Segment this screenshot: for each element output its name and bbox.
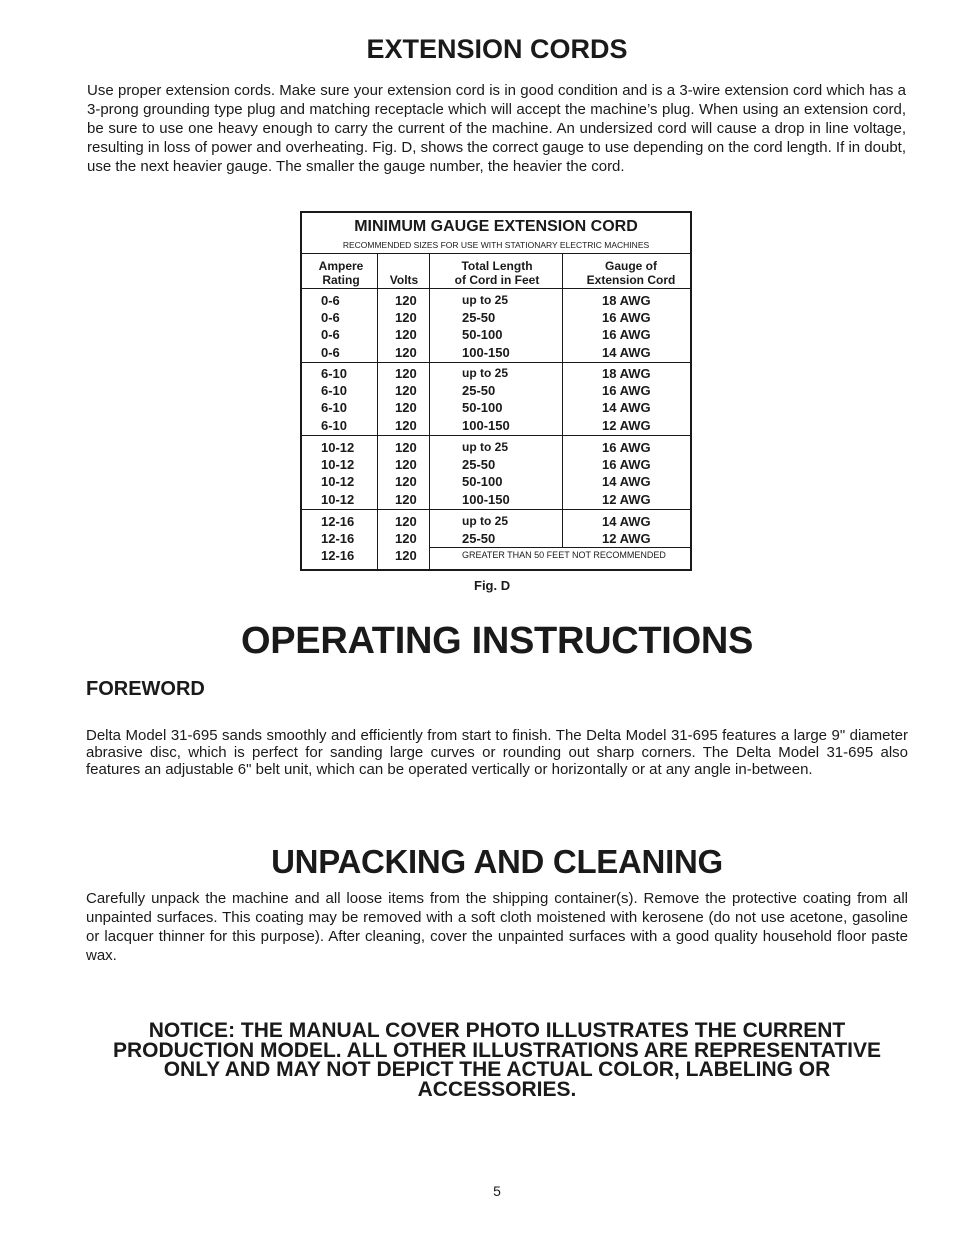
section-heading-unpacking: UNPACKING AND CLEANING xyxy=(271,843,723,880)
table-cell: 0-6 xyxy=(321,327,340,343)
table-cell: 12 AWG xyxy=(602,491,651,507)
group-length xyxy=(462,439,510,508)
notice-line: ONLY AND MAY NOT DEPICT THE ACTUAL COLOR, LABELING OR xyxy=(163,1058,831,1081)
table-cell: 120 xyxy=(395,310,417,326)
table-cell: 120 xyxy=(395,417,417,433)
table-col-divider xyxy=(562,253,563,547)
table-cell: 100-150 xyxy=(462,417,510,433)
table-cell: 14 AWG xyxy=(602,400,651,416)
table-cell: 6-10 xyxy=(321,417,348,433)
table-cell: 0-6 xyxy=(321,293,340,308)
notice-line: ACCESSORIES. xyxy=(417,1077,577,1101)
header-gauge-line1: Gauge of xyxy=(604,259,657,273)
table-cell: 120 xyxy=(395,514,417,529)
group-ampere xyxy=(321,439,354,508)
table-cell: 120 xyxy=(395,531,417,547)
table-cell: 120 xyxy=(395,457,417,473)
header-ampere-line1: Ampere xyxy=(318,259,364,273)
notice-block xyxy=(0,1021,954,1099)
table-cell: 12 AWG xyxy=(602,531,651,547)
table-cell: 16 AWG xyxy=(602,310,651,326)
table-cell: 120 xyxy=(395,366,417,381)
group-length xyxy=(462,365,510,434)
table-cell: up to 25 xyxy=(462,366,509,380)
table-cell: up to 25 xyxy=(462,514,509,528)
header-length-line2: of Cord in Feet xyxy=(454,273,540,287)
table-cell: 25-50 xyxy=(462,383,496,399)
foreword-heading: FOREWORD xyxy=(86,678,205,700)
header-gauge-line2: Extension Cord xyxy=(586,273,676,287)
header-length-line1: Total Length xyxy=(461,259,533,273)
table-cell: 120 xyxy=(395,327,417,343)
table-cell: 25-50 xyxy=(462,531,496,547)
table-cell: 50-100 xyxy=(462,327,503,343)
table-cell: 18 AWG xyxy=(602,366,651,381)
table-cell: 12-16 xyxy=(321,531,355,547)
gauge-table xyxy=(300,211,692,571)
table-title: MINIMUM GAUGE EXTENSION CORD xyxy=(354,218,638,235)
header-length xyxy=(430,259,564,287)
table-cell: 100-150 xyxy=(462,344,510,360)
not-recommended-note: GREATER THAN 50 FEET NOT RECOMMENDED xyxy=(462,550,666,560)
table-cell: 50-100 xyxy=(462,474,503,490)
group-gauge xyxy=(602,513,651,547)
table-cell: 120 xyxy=(395,383,417,399)
table-cell: 10-12 xyxy=(321,440,355,455)
table-cell: 16 AWG xyxy=(602,383,651,399)
group-ampere xyxy=(321,513,354,565)
table-cell: 14 AWG xyxy=(602,474,651,490)
table-subtitle: RECOMMENDED SIZES FOR USE WITH STATIONARY ELECTRIC MACHINES xyxy=(342,240,650,250)
table-cell: 10-12 xyxy=(321,474,355,490)
group-volts xyxy=(395,292,417,361)
unpacking-paragraph: Carefully unpack the machine and all loose items from the shipping container(s). Remove the protective coating from all unpainted surfaces. This coating may be removed with a soft cloth moistened with kerosene (do not use acetone, gasoline or lacquer thinner for this purpose). After cleaning, cover the unpainted surfaces with a good quality household floor paste wax. xyxy=(86,890,908,964)
group-gauge xyxy=(602,292,651,361)
table-cell: 16 AWG xyxy=(602,457,651,473)
notice-line: PRODUCTION MODEL. ALL OTHER ILLUSTRATIONS ARE REPRESENTATIVE xyxy=(112,1038,882,1062)
table-cell: 120 xyxy=(395,440,417,455)
group-volts xyxy=(395,513,417,565)
table-cell: 0-6 xyxy=(321,344,340,360)
section-heading-operating-instructions: OPERATING INSTRUCTIONS xyxy=(240,620,754,662)
group-ampere xyxy=(321,365,347,434)
group-volts xyxy=(395,439,417,508)
table-cell: 14 AWG xyxy=(602,514,651,529)
table-cell: 120 xyxy=(395,293,417,308)
section-heading-extension-cords: EXTENSION CORDS xyxy=(366,34,628,64)
group-gauge xyxy=(602,365,651,434)
table-cell: 100-150 xyxy=(462,491,510,507)
header-volts: Volts xyxy=(389,273,419,287)
table-cell: 12 AWG xyxy=(602,417,651,433)
figure-caption: Fig. D xyxy=(474,578,511,593)
table-divider xyxy=(302,253,690,254)
table-cell: 6-10 xyxy=(321,400,348,416)
table-cell: 25-50 xyxy=(462,310,496,326)
table-cell: 25-50 xyxy=(462,457,496,473)
header-gauge xyxy=(564,259,698,287)
table-cell: 0-6 xyxy=(321,310,340,326)
table-cell: 6-10 xyxy=(321,383,348,399)
group-volts xyxy=(395,365,417,434)
header-ampere-line2: Rating xyxy=(322,273,360,287)
table-cell: up to 25 xyxy=(462,293,509,307)
table-cell: 16 AWG xyxy=(602,327,651,343)
table-divider xyxy=(302,288,690,289)
table-cell: up to 25 xyxy=(462,440,509,454)
table-cell: 120 xyxy=(395,400,417,416)
table-cell: 16 AWG xyxy=(602,440,651,455)
table-col-divider xyxy=(377,253,378,571)
extension-cords-paragraph: Use proper extension cords. Make sure your extension cord is in good condition and is a 3-wire extension cord which has a 3-prong grounding type plug and matching receptacle which will accept the machine’s plug. When using an extension cord, be sure to use one heavy enough to carry the current of the machine. An undersized cord will cause a drop in line voltage, resulting in loss of power and overheating. Fig. D, shows the correct gauge to use depending on the cord length. If in doubt, use the next heavier gauge. The smaller the gauge number, the heavier the cord. xyxy=(87,82,906,175)
group-length xyxy=(462,292,510,361)
table-cell: 120 xyxy=(395,491,417,507)
group-length xyxy=(462,513,508,547)
group-gauge xyxy=(602,439,651,508)
table-group-divider xyxy=(302,509,690,510)
table-col-divider xyxy=(429,253,430,571)
table-cell: 12-16 xyxy=(321,514,355,529)
table-cell: 120 xyxy=(395,344,417,360)
group-ampere xyxy=(321,292,340,361)
table-cell: 12-16 xyxy=(321,548,355,564)
table-group-divider xyxy=(302,435,690,436)
header-ampere xyxy=(304,259,378,287)
table-group-divider xyxy=(302,362,690,363)
table-cell: 6-10 xyxy=(321,366,348,381)
table-cell: 50-100 xyxy=(462,400,503,416)
notice-line: NOTICE: THE MANUAL COVER PHOTO ILLUSTRATES THE CURRENT xyxy=(148,1019,846,1042)
table-cell: 18 AWG xyxy=(602,293,651,308)
foreword-paragraph: Delta Model 31-695 sands smoothly and efficiently from start to finish. The Delta Model 31-695 features a large 9" diameter abrasive disc, which is perfect for sanding large curves or rounding out sharp corners. The Delta Model 31-695 also features an adjustable 6" belt unit, which can be operated vertically or horizontally or at any angle in-between. xyxy=(86,727,908,778)
page-number: 5 xyxy=(493,1183,501,1199)
table-cell: 10-12 xyxy=(321,491,355,507)
table-cell: 120 xyxy=(395,474,417,490)
table-cell: 120 xyxy=(395,548,417,564)
table-cell: 14 AWG xyxy=(602,344,651,360)
table-cell: 10-12 xyxy=(321,457,355,473)
